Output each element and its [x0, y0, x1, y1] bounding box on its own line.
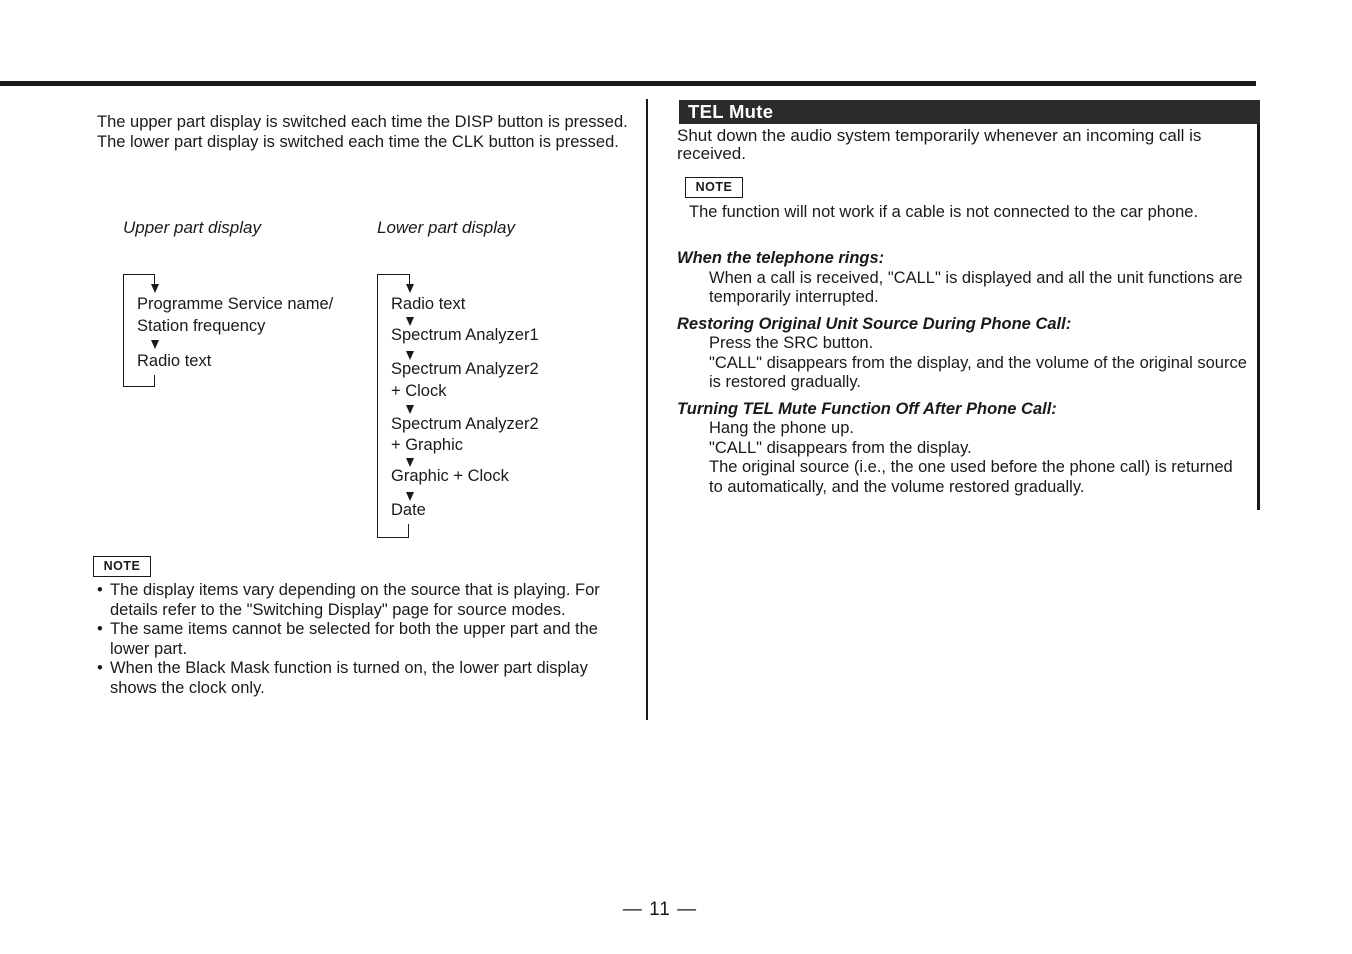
upper-loop-tail-top [154, 274, 155, 284]
note-item: • When the Black Mask function is turned on, the lower part display shows the clock only. [97, 659, 627, 698]
upper-loop-line [123, 274, 124, 386]
column-divider [646, 99, 648, 720]
upper-loop-tail-bottom [154, 375, 155, 386]
lower-item-date: Date [391, 501, 426, 519]
top-rule [0, 81, 1256, 86]
note-list [97, 581, 627, 698]
upper-item-radio-text: Radio text [137, 352, 212, 370]
lower-item-radio-text: Radio text [391, 295, 466, 313]
arrow-down-icon [151, 284, 159, 293]
lower-item-graphic-clock: Graphic + Clock [391, 467, 509, 485]
section-line: Press the SRC button. [709, 334, 874, 352]
section-heading: When the telephone rings: [677, 249, 885, 267]
lower-item-spectrum-analyzer1: Spectrum Analyzer1 [391, 326, 539, 344]
section-heading: Restoring Original Unit Source During Phone Call: [677, 314, 1072, 333]
lower-item-spectrum-analyzer2-a: Spectrum Analyzer2 [391, 360, 539, 378]
lower-part-heading: Lower part display [377, 218, 515, 237]
note-badge: NOTE [685, 177, 743, 198]
section-telephone-rings [677, 249, 1247, 308]
tel-mute-note: The function will not work if a cable is not connected to the car phone. [689, 203, 1199, 221]
lower-loop-tail-bottom [408, 524, 409, 537]
intro-text [97, 113, 632, 152]
section-line: "CALL" disappears from the display, and the volume of the original source is restored gradually. [709, 353, 1247, 391]
arrow-down-icon [406, 284, 414, 293]
section-turning-off [677, 400, 1247, 498]
upper-loop-bottom [123, 386, 155, 387]
note-badge: NOTE [93, 556, 151, 577]
page-number: — 11 — [622, 899, 698, 920]
section-heading: Turning TEL Mute Function Off After Phone Call: [677, 399, 1057, 418]
tel-mute-intro: Shut down the audio system temporarily whenever an incoming call is received. [677, 126, 1202, 163]
right-section-rule [1257, 100, 1260, 510]
lower-loop-top [377, 274, 410, 275]
note-item: • The same items cannot be selected for both the upper part and the lower part. [97, 620, 627, 659]
upper-item-station-frequency: Station frequency [137, 317, 266, 335]
upper-item-ps-name: Programme Service name/ [137, 295, 334, 313]
arrow-down-icon [151, 340, 159, 349]
lower-flow-diagram [377, 274, 627, 540]
note-item: • The display items vary depending on the source that is playing. For details refer to the "Switching Display" page for source modes. [97, 581, 627, 620]
section-line: Hang the phone up. [709, 419, 854, 437]
lower-loop-tail-top [409, 274, 410, 284]
section-line: When a call is received, "CALL" is displayed and all the unit functions are temporarily interrupted. [709, 268, 1243, 306]
upper-loop-top [123, 274, 155, 275]
section-title-bar [679, 100, 1260, 124]
intro-paragraph-disp: The upper part display is switched each time the DISP button is pressed. [97, 113, 628, 131]
lower-loop-bottom [377, 537, 409, 538]
section-restoring-source [677, 315, 1247, 393]
lower-item-plus-clock: + Clock [391, 382, 447, 400]
upper-part-heading: Upper part display [123, 218, 261, 237]
section-title: TEL Mute [688, 101, 774, 122]
lower-item-plus-graphic: + Graphic [391, 436, 463, 454]
intro-paragraph-clk: The lower part display is switched each time the CLK button is pressed. [97, 132, 619, 151]
arrow-down-icon [406, 405, 414, 414]
section-line: The original source (i.e., the one used before the phone call) is returned to automatically, and the volume restored gradually. [709, 458, 1233, 496]
upper-flow-diagram [123, 274, 373, 388]
lower-loop-line [377, 274, 378, 537]
lower-item-spectrum-analyzer2-b: Spectrum Analyzer2 [391, 415, 539, 433]
section-line: "CALL" disappears from the display. [709, 438, 972, 457]
tel-mute-sections [677, 249, 1247, 497]
